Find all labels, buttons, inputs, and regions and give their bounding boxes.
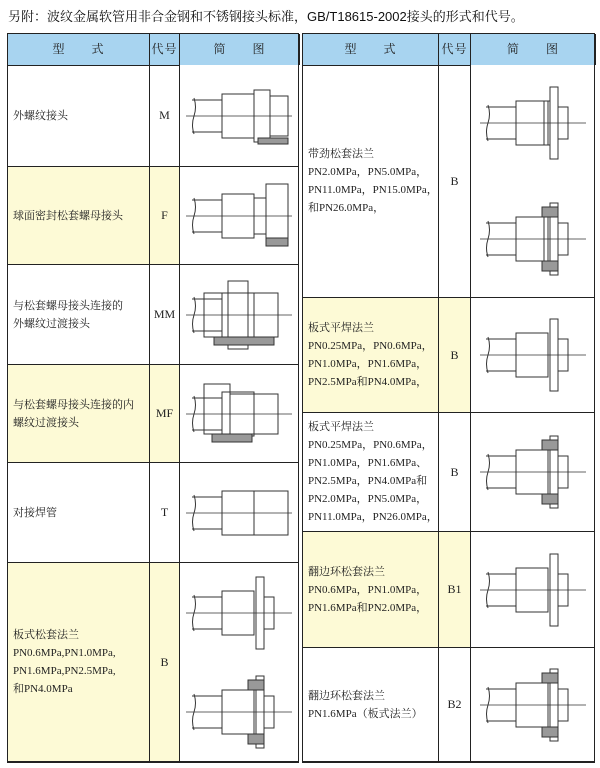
type-line: PN2.0MPa，PN5.0MPa，	[308, 493, 428, 505]
type-line: PN0.6MPa，PN1.0MPa，	[308, 583, 428, 596]
slip-on-flange-hatched-drawing	[478, 432, 588, 512]
table-row	[8, 365, 298, 463]
type-line: 与松套螺母接头连接的内	[13, 398, 134, 411]
table-header	[8, 34, 298, 66]
type-cell	[303, 298, 439, 412]
type-line: PN0.25MPa，PN0.6MPa，	[308, 340, 433, 352]
drawing-cell	[471, 413, 594, 531]
type-line: 外螺纹过渡接头	[13, 317, 90, 330]
type-line: 板式平焊法兰	[308, 421, 374, 433]
table-row	[303, 65, 594, 298]
type-cell	[303, 648, 439, 761]
right-table	[302, 33, 595, 763]
type-cell	[8, 65, 150, 166]
page-title: 另附：波纹金属软管用非合金钢和不锈钢接头标准，GB/T18615-2002接头的形式和代号。	[8, 9, 524, 24]
table-row	[8, 167, 298, 265]
table-row	[303, 298, 594, 413]
neck-flange-drawing	[478, 83, 588, 163]
type-cell	[8, 463, 150, 562]
type-line: 外螺纹接头	[13, 109, 68, 122]
type-line: PN2.5MPa，PN4.0MPa和	[308, 475, 428, 487]
drawing-cell	[180, 65, 298, 166]
slip-on-flange-drawing	[478, 315, 588, 395]
male-thread-fitting-drawing	[184, 76, 294, 156]
type-line: PN1.6MPa（板式法兰）	[308, 707, 423, 720]
code-cell: B	[439, 413, 471, 531]
table-row	[8, 563, 298, 762]
male-adapter-drawing	[184, 275, 294, 355]
type-line: PN11.0MPa，PN26.0MPa，	[308, 511, 438, 523]
table-row	[8, 265, 298, 365]
table-header	[303, 34, 594, 66]
swivel-nut-fitting-drawing	[184, 176, 294, 256]
lap-joint-flange-plate-drawing	[478, 665, 588, 745]
type-line: PN11.0MPa，PN15.0MPa，	[308, 184, 438, 196]
header-type: 型 式	[303, 34, 439, 65]
code-cell: B2	[439, 648, 471, 761]
type-line: PN1.6MPa和PN2.0MPa，	[308, 601, 428, 614]
drawing-cell	[471, 648, 594, 761]
type-cell	[8, 365, 150, 462]
header-code: 代号	[150, 34, 180, 65]
drawing-cell	[180, 463, 298, 562]
drawing-cell	[180, 365, 298, 462]
code-cell: B1	[439, 532, 471, 647]
type-line: 和PN26.0MPa，	[308, 202, 385, 214]
type-cell	[303, 532, 439, 647]
type-line: PN2.5MPa和PN4.0MPa，	[308, 376, 428, 388]
header-code: 代号	[439, 34, 471, 65]
code-cell: B	[439, 298, 471, 412]
type-line: PN1.6MPa,PN2.5MPa,	[13, 665, 116, 677]
type-line: 板式平焊法兰	[308, 322, 374, 334]
loose-flange-drawing	[184, 573, 294, 653]
type-line: 和PN4.0MPa	[13, 683, 73, 695]
type-line: 板式松套法兰	[13, 629, 79, 641]
type-cell	[8, 265, 150, 364]
type-line: 对接焊管	[13, 506, 57, 519]
code-cell: T	[150, 463, 180, 562]
type-line: 带劲松套法兰	[308, 148, 374, 160]
type-line: PN0.6MPa,PN1.0MPa,	[13, 647, 116, 659]
type-line: PN0.25MPa，PN0.6MPa，	[308, 439, 433, 451]
neck-flange-hatched-drawing	[478, 199, 588, 279]
drawing-cell	[180, 265, 298, 364]
table-row	[303, 532, 594, 648]
drawing-cell	[180, 563, 298, 761]
header-drawing: 简 图	[471, 34, 596, 65]
female-adapter-drawing	[184, 374, 294, 454]
drawing-cell	[471, 65, 594, 297]
drawing-cell	[471, 532, 594, 647]
table-row	[8, 65, 298, 167]
drawing-cell	[471, 298, 594, 412]
type-line: 球面密封松套螺母接头	[13, 209, 123, 222]
type-line: PN2.0MPa，PN5.0MPa，	[308, 166, 428, 178]
loose-flange-hatched-drawing	[184, 672, 294, 752]
drawing-cell	[180, 167, 298, 264]
lap-joint-flange-drawing	[478, 550, 588, 630]
type-cell	[303, 65, 439, 297]
table-row	[303, 648, 594, 762]
left-table	[7, 33, 299, 763]
code-cell: B	[439, 65, 471, 297]
code-cell: F	[150, 167, 180, 264]
code-cell: M	[150, 65, 180, 166]
code-cell: MM	[150, 265, 180, 364]
type-line: 螺纹过渡接头	[13, 416, 79, 429]
header-drawing: 简 图	[180, 34, 300, 65]
type-line: 翻边环松套法兰	[308, 565, 385, 578]
butt-weld-pipe-drawing	[184, 473, 294, 553]
type-cell	[303, 413, 439, 531]
header-type: 型 式	[8, 34, 150, 65]
type-line: 与松套螺母接头连接的	[13, 299, 123, 312]
type-cell	[8, 563, 150, 761]
table-row	[303, 413, 594, 532]
code-cell: MF	[150, 365, 180, 462]
type-cell	[8, 167, 150, 264]
type-line: PN1.0MPa，PN1.6MPa，	[308, 358, 428, 370]
type-line: 翻边环松套法兰	[308, 689, 385, 702]
table-row	[8, 463, 298, 563]
type-line: PN1.0MPa，PN1.6MPa、	[308, 457, 428, 469]
code-cell: B	[150, 563, 180, 761]
